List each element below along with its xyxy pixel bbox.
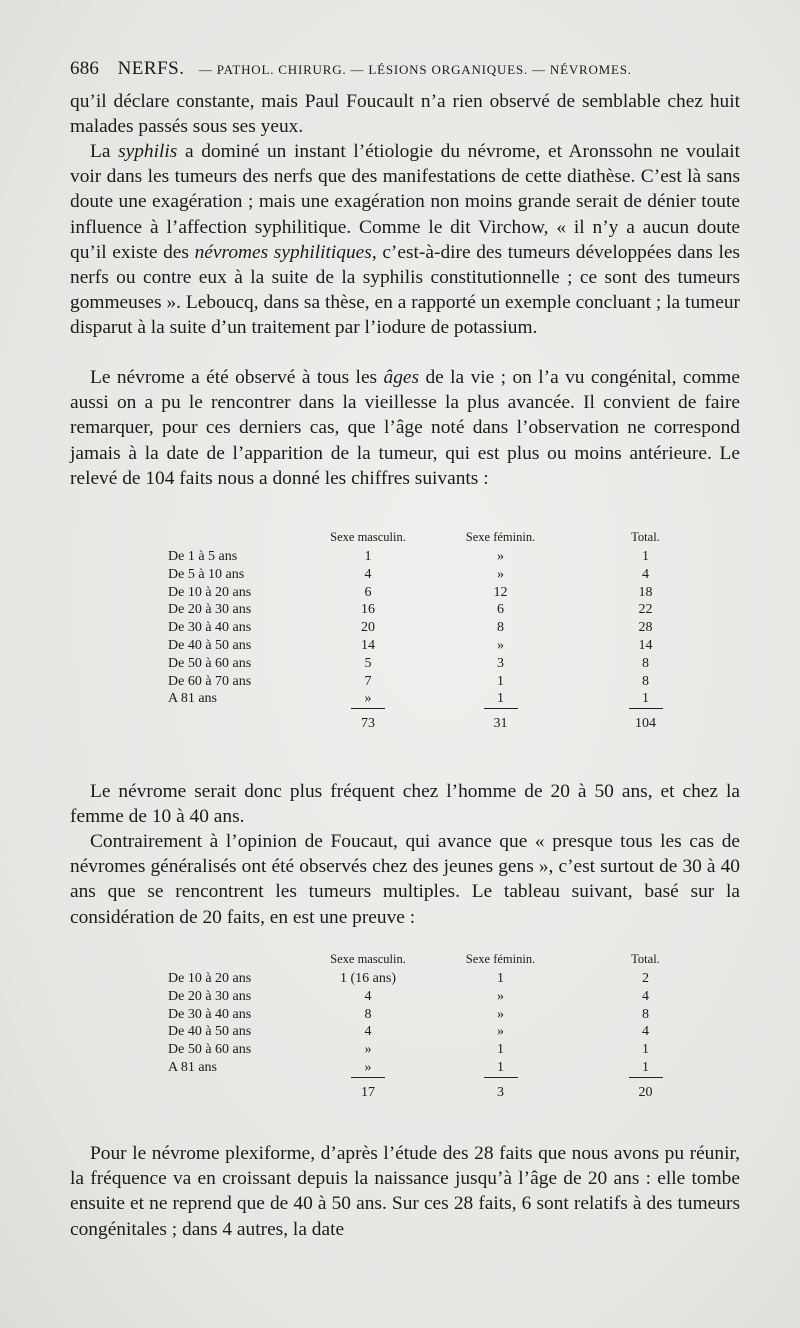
row-label: De 40 à 50 ans [168,1024,252,1040]
cell-feminin: » [497,637,504,653]
cell-feminin: » [497,1006,504,1022]
total-f: 3 [484,1077,518,1102]
table-row [168,584,713,602]
paragraph-foucaut-text: Contrairement à l’opinion de Foucaut, qui avance que « presque tous les cas de névromes généralisés ont été observés chez des jeunes gens », c’est surtout de 30 à 40 ans que se rencontrent les tumeurs multiples. Le tableau suivant, basé sur la considération de 20 faits, en est une preuve : [70,831,740,928]
cell-masculin: 4 [364,1024,372,1040]
running-header [70,58,740,80]
cell-masculin: 5 [364,655,372,671]
row-label: De 40 à 50 ans [168,637,252,653]
paragraph-syphilis [70,139,740,341]
cell-feminin: 1 [497,691,504,707]
cell-feminin: » [497,566,504,582]
total-t: 104 [629,708,663,733]
totals-row [168,1077,713,1102]
row-label: De 50 à 60 ans [168,655,252,671]
paragraph-plexiforme [70,1141,740,1242]
cell-masculin: 14 [361,637,375,653]
cell-masculin: » [364,1042,372,1058]
table-header-row [168,950,713,970]
row-label: A 81 ans [168,691,217,707]
total-m: 17 [351,1077,385,1102]
row-label: De 20 à 30 ans [168,602,252,618]
col-header-total: Total. [631,530,660,545]
totals-row [168,708,713,733]
cell-masculin: 1 (16 ans) [340,971,396,986]
row-label: De 50 à 60 ans [168,1042,252,1058]
table-row [168,637,713,655]
table-row [168,619,713,637]
table-row [168,673,713,691]
cell-total: 8 [642,1006,649,1022]
paragraph-foucaut [70,829,740,930]
cell-total: 4 [642,566,649,582]
emphasis-nevromes-syphilitiques: névromes syphilitiques [194,241,372,263]
col-header-feminin: Sexe féminin. [465,530,536,545]
text-run: , c’est-à-dire des tumeurs développées dans les nerfs ou contre eux à la suite de la syphilis constitutionnelle ; ce sont des tumeurs gommeuses ». Leboucq, dans sa thèse, en a rapporté un exemple concluant ; la tumeur disparut à la suite d’un traitement par l’iodure de potassium. [70,241,740,339]
table-row [168,1006,713,1024]
row-label: De 60 à 70 ans [168,673,252,689]
row-label: De 10 à 20 ans [168,584,252,600]
text-run: La [90,141,119,162]
table-row [168,655,713,673]
table-row [168,1059,713,1077]
emphasis-ages: âges [383,367,420,388]
paragraph-frequence-text: Le névrome serait donc plus fréquent chez l’homme de 20 à 50 ans, et chez la femme de 10 à 40 ans. [70,781,740,828]
cell-masculin: 6 [364,584,372,600]
cell-feminin: 1 [497,971,504,986]
section-subtitle: — PATHOL. CHIRURG. — LÉSIONS ORGANIQUES. — NÉVROMES. [198,62,632,77]
cell-total: 14 [638,637,653,653]
cell-total: 4 [642,1024,649,1040]
table-row [168,988,713,1006]
text-run: a dominé un instant l’étiologie du névrome, et Aronssohn ne voulait voir dans les tumeurs des nerfs que des manifestations de cette diathèse. C’est là sans doute une exagération ; mais une exagération non moins grande serait de dénier toute influence à l’affection syphilitique. Comme le dit Virchow, « il n’y a aucun doute qu’il existe des [70,141,740,263]
cell-total: 1 [642,549,649,564]
cell-total: 22 [638,602,653,618]
total-t: 20 [629,1077,663,1102]
paragraph-ages [70,365,740,491]
cell-masculin: 4 [364,566,372,582]
text-run: Le névrome a été observé à tous les [90,367,384,388]
table-multiples-20 [168,950,713,1102]
table-row [168,566,713,584]
row-label: De 10 à 20 ans [168,971,252,986]
row-label: De 30 à 40 ans [168,1006,252,1022]
cell-total: 1 [642,1059,649,1075]
cell-feminin: 1 [497,1059,504,1075]
cell-masculin: 8 [364,1006,372,1022]
row-label: De 30 à 40 ans [168,620,252,636]
row-label: De 20 à 30 ans [168,988,252,1004]
cell-feminin: » [497,1024,504,1040]
cell-feminin: » [497,988,504,1004]
paragraph-1-text: qu’il déclare constante, mais Paul Foucault n’a rien observé de semblable chez huit malades passés sous ses yeux. [70,91,740,138]
cell-masculin: 1 [364,549,372,564]
cell-masculin: 4 [364,988,372,1004]
total-m: 73 [351,708,385,733]
paragraph-plexiforme-text: Pour le névrome plexiforme, d’après l’étude des 28 faits que nous avons pu réunir, la fréquence va en croissant depuis la naissance jusqu’à l’âge de 20 ans : elle tombe ensuite et ne reprend que de 40 à 50 ans. Sur ces 28 faits, 6 sont relatifs à des tumeurs congénitales ; dans 4 autres, la date [70,1143,740,1240]
table-header-row [168,528,713,548]
row-label: De 1 à 5 ans [168,549,238,564]
col-header-masculin: Sexe masculin. [330,530,406,545]
emphasis-syphilis: syphilis [118,141,178,162]
col-header-total: Total. [631,952,660,967]
table-row [168,970,713,988]
cell-total: 18 [638,584,653,600]
table-row [168,1041,713,1059]
text-run: de la vie ; on l’a vu congénital, comme aussi on a pu le rencontrer dans la vieillesse la plus avancée. Il convient de faire remarquer, pour ces derniers cas, que l’âge noté dans l’observation ne correspond jamais à la date de l’apparition de la tumeur, qui est plus ou moins antérieure. Le relevé de 104 faits nous a donné les chiffres suivants : [70,367,740,489]
cell-feminin: » [497,549,504,564]
page-number: 686 [70,58,100,79]
section-title: NERFS. [117,58,185,79]
cell-total: 28 [638,620,653,636]
cell-total: 1 [642,691,649,707]
cell-masculin: 7 [364,673,372,689]
table-row [168,548,713,566]
paragraph-1 [70,89,740,139]
row-label: De 5 à 10 ans [168,566,245,582]
table-row [168,690,713,708]
cell-feminin: 1 [497,673,504,689]
table-row [168,1023,713,1041]
total-f: 31 [484,708,518,733]
table-ages-104 [168,528,713,733]
table-row [168,601,713,619]
paragraph-frequence [70,779,740,829]
cell-feminin: 6 [497,602,504,618]
col-header-masculin: Sexe masculin. [330,952,406,967]
cell-feminin: 3 [497,655,504,671]
cell-total: 2 [642,971,649,986]
cell-total: 8 [642,655,649,671]
cell-masculin: » [364,691,372,707]
cell-masculin: 20 [361,620,375,636]
cell-feminin: 8 [497,620,504,636]
cell-masculin: 16 [361,602,375,618]
cell-total: 4 [642,988,649,1004]
cell-total: 8 [642,673,649,689]
col-header-feminin: Sexe féminin. [465,952,536,967]
row-label: A 81 ans [168,1059,217,1075]
cell-masculin: » [364,1059,372,1075]
cell-feminin: 1 [497,1042,504,1058]
cell-total: 1 [642,1042,649,1058]
cell-feminin: 12 [493,584,508,600]
